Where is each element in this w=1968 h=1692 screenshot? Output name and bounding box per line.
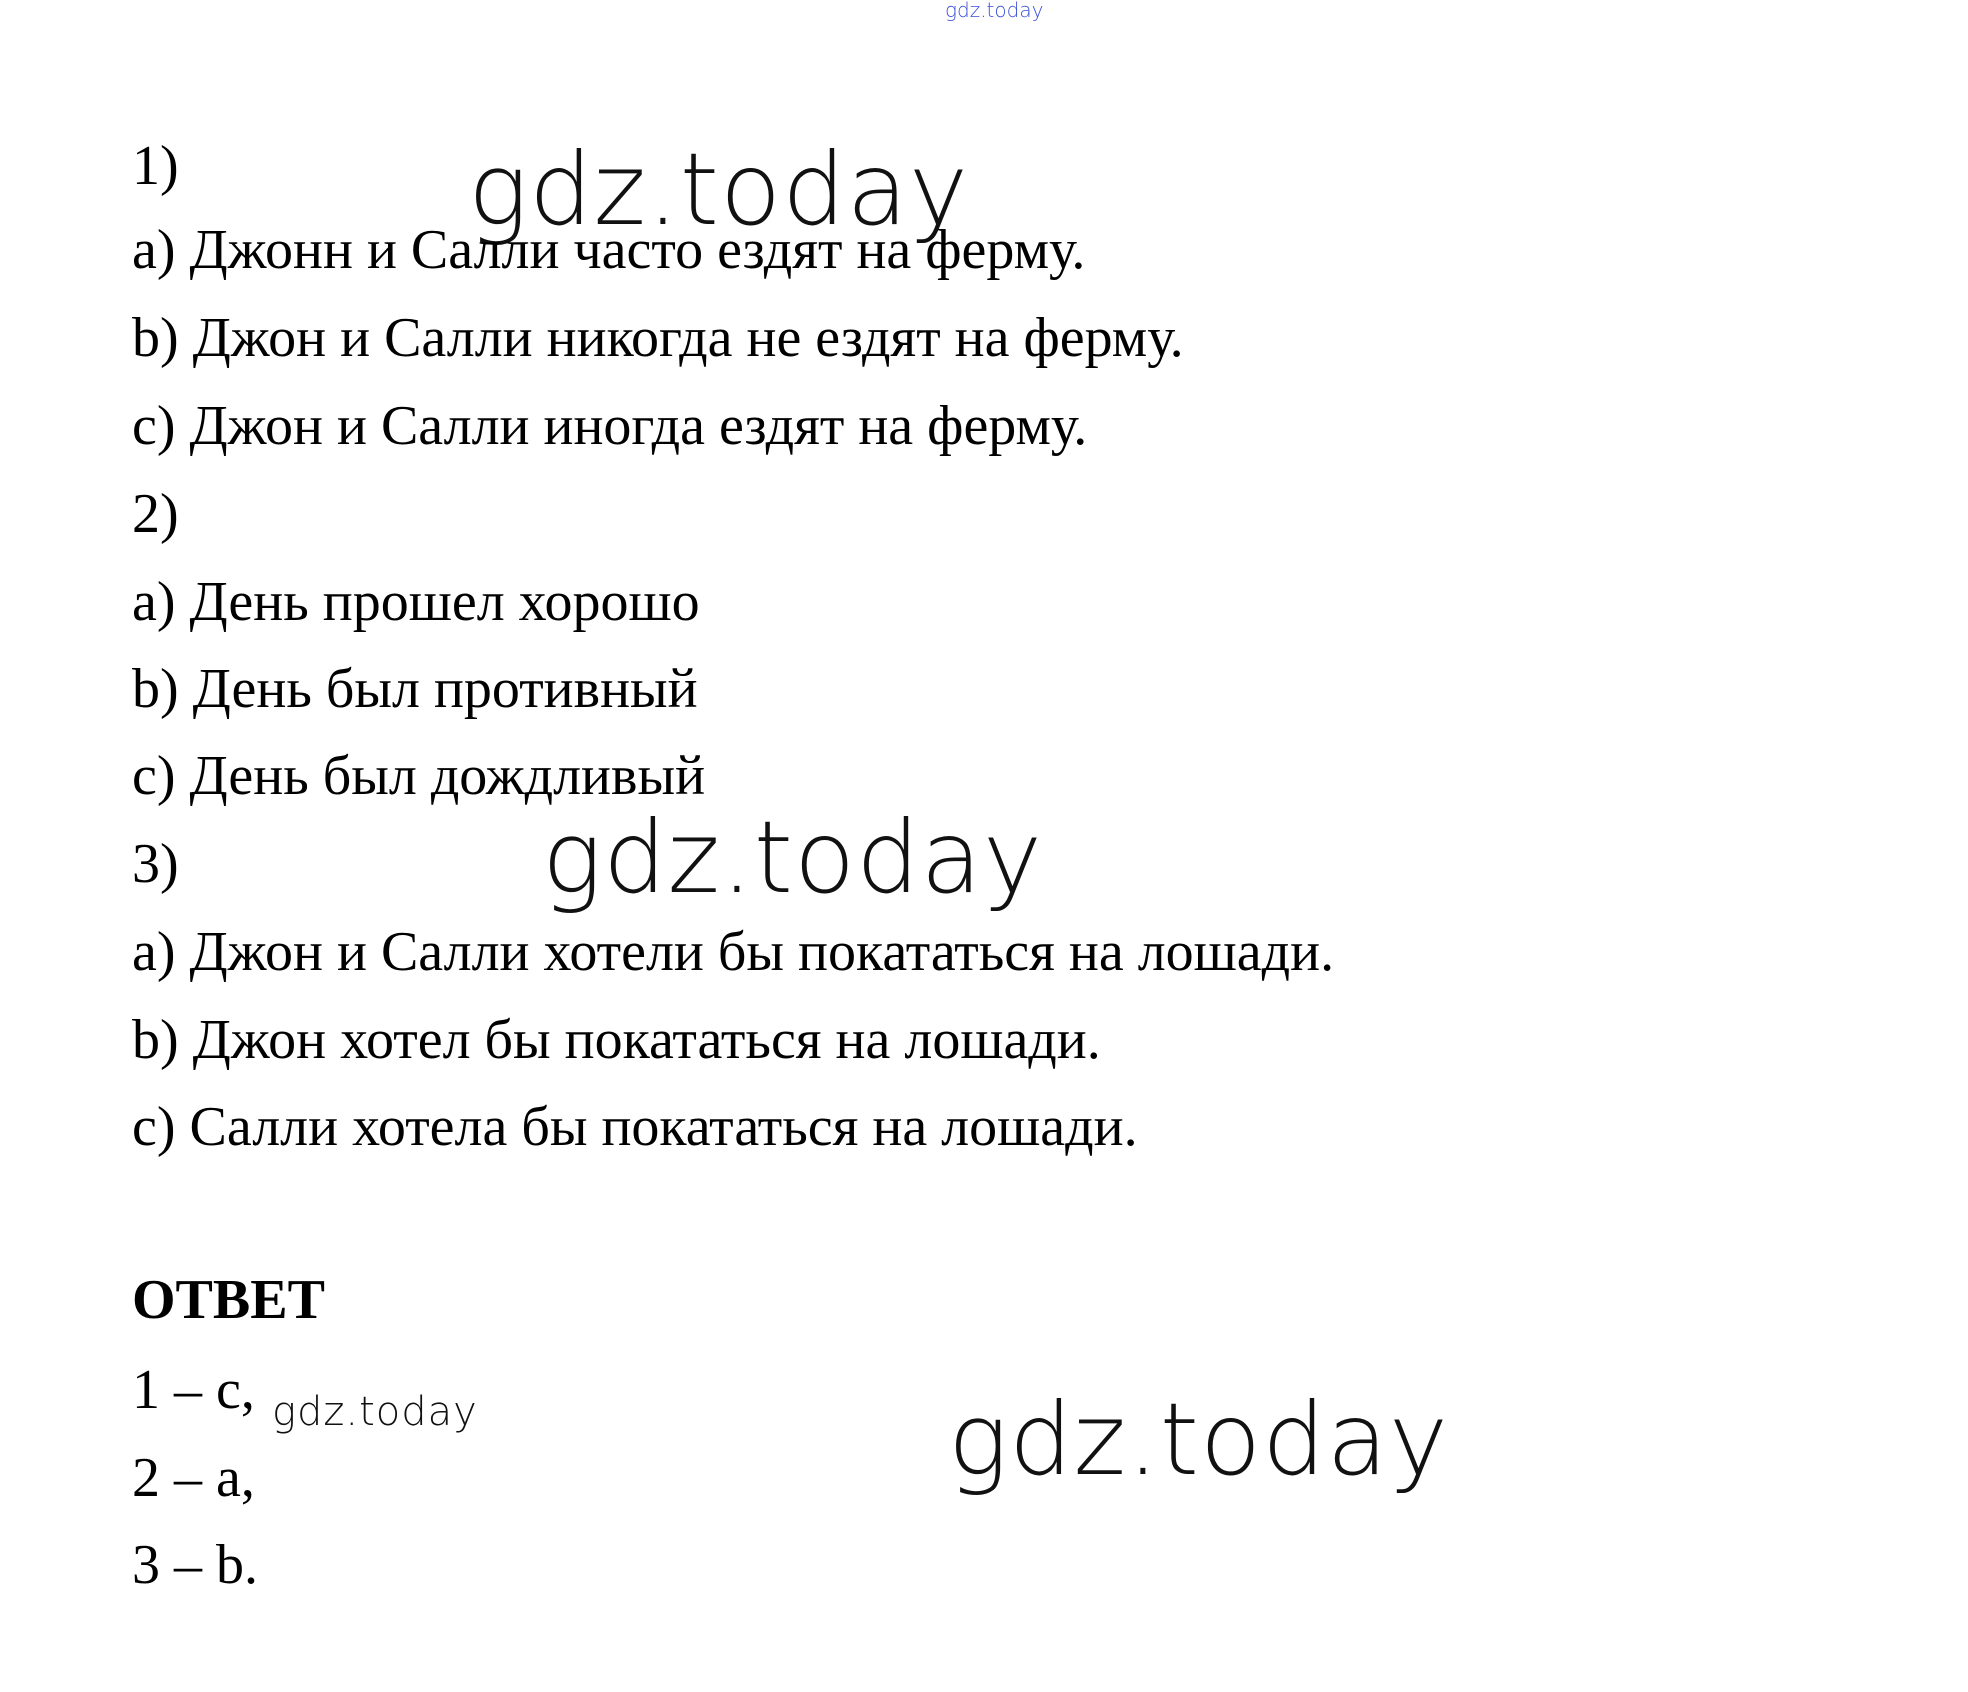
question-option: c) Джон и Салли иногда ездят на ферму.	[132, 395, 1088, 457]
answer-heading: ОТВЕТ	[132, 1269, 325, 1331]
question-option: b) День был противный	[132, 658, 698, 720]
watermark-large: gdz.today	[468, 131, 970, 248]
question-option: b) Джон и Салли никогда не ездят на ферму.	[132, 307, 1184, 369]
watermark-small: gdz.today	[272, 1389, 478, 1435]
watermark-top: gdz.today	[945, 0, 1044, 22]
question-option: a) Джон и Салли хотели бы покататься на лошади.	[132, 921, 1335, 983]
answer-line: 3 – b.	[132, 1534, 258, 1596]
question-number: 1)	[132, 135, 179, 197]
question-option: c) Салли хотела бы покататься на лошади.	[132, 1096, 1138, 1158]
answer-line: 2 – a,	[132, 1447, 255, 1509]
question-number: 2)	[132, 483, 179, 545]
question-option: a) День прошел хорошо	[132, 571, 700, 633]
question-option: a) Джонн и Салли часто ездят на ферму.	[132, 219, 1086, 281]
watermark-large: gdz.today	[948, 1381, 1450, 1498]
watermark-large: gdz.today	[542, 799, 1044, 916]
question-number: 3)	[132, 833, 179, 895]
question-option: b) Джон хотел бы покататься на лошади.	[132, 1009, 1101, 1071]
answer-line: 1 – c,	[132, 1359, 255, 1421]
question-option: c) День был дождливый	[132, 745, 706, 807]
